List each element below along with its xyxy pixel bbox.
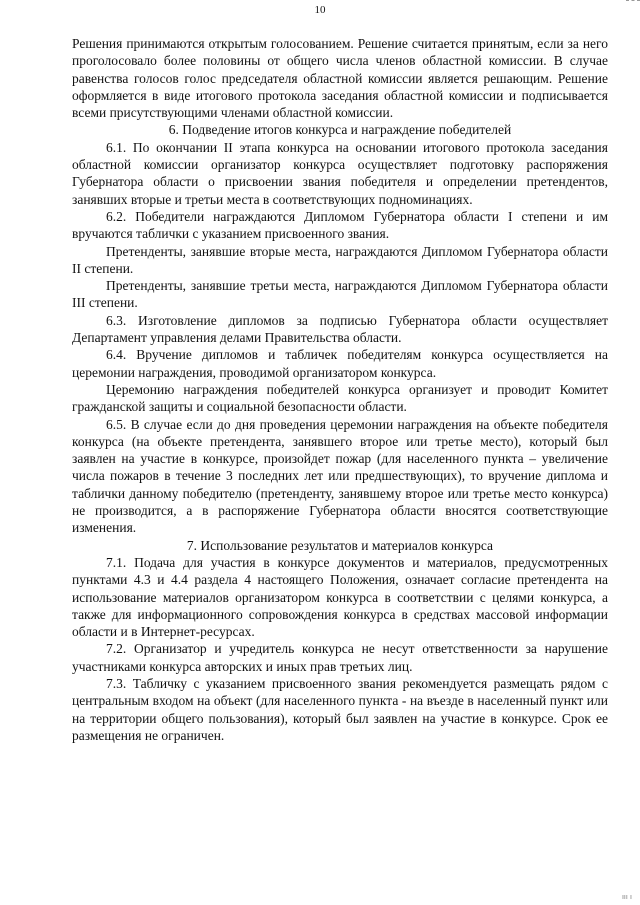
section-7-heading: 7. Использование результатов и материалов конкурса — [186, 537, 494, 553]
paragraph-6-4: 6.4. Вручение дипломов и табличек победителям конкурса осуществляется на церемонии награждения, проводимой организатором конкурса. — [72, 347, 608, 380]
paragraph-7-2: 7.2. Организатор и учредитель конкурса не несут ответственности за нарушение участниками конкурса авторских и иных прав третьих лиц. — [72, 641, 608, 674]
page-number: 10 — [314, 4, 326, 16]
document-body — [72, 35, 608, 744]
paragraph-6-2-third-places: Претенденты, занявшие третьи места, награждаются Дипломом Губернатора области III степени. — [72, 278, 608, 311]
paragraph-6-5: 6.5. В случае если до дня проведения церемонии награждения на объекте победителя конкурса (на объекте претендента, занявшего второе или третье место), который был заявлен на участие в конкурсе, произойдет пожар (для населенного пункта – увеличение числа пожаров в течение 3 последних лет или предшествующих), то вручение диплома и таблички данному победителю (претенденту, занявшему второе или третье место конкурса) не производится, а в распоряжение Губернатора области вносятся соответствующие изменения. — [72, 416, 608, 536]
paragraph-7-1: 7.1. Подача для участия в конкурсе документов и материалов, предусмотренных пунктами 4.3 и 4.4 раздела 4 настоящего Положения, означает согласие претендента на использование материалов организатором конкурса в соответствии с целями конкурса, а также для информационного сопровождения конкурса в средствах массовой информации области и в Интернет-ресурсах. — [72, 554, 608, 640]
paragraph-6-3: 6.3. Изготовление дипломов за подписью Губернатора области осуществляет Департамент управления делами Правительства области. — [72, 312, 608, 346]
paragraph-6-4-ceremony: Церемонию награждения победителей конкурса организует и проводит Комитет гражданской защиты и социальной безопасности области. — [72, 381, 608, 415]
intro-paragraph: Решения принимаются открытым голосованием. Решение считается принятым, если за него проголосовало более половины от общего числа членов областной комиссии. В случае равенства голосов голос председателя областной комиссии является решающим. Решение оформляется в виде итогового протокола заседания областной комиссии и подписывается всеми присутствующими членами областной комиссии. — [72, 36, 608, 121]
paragraph-7-3: 7.3. Табличку с указанием присвоенного звания рекомендуется размещать рядом с центральным входом на объект (для населенного пункта - на въезде в населенный пункт или на территории общего пользования), который был заявлен на участие в конкурсе. Срок ее размещения не ограничен. — [72, 675, 608, 743]
paragraph-6-2: 6.2. Победители награждаются Дипломом Губернатора области I степени и им вручаются таблички с указанием присвоенного звания. — [72, 208, 608, 242]
scan-footer-marks: ııı ı — [621, 893, 632, 901]
paragraph-6-1: 6.1. По окончании II этапа конкурса на основании итогового протокола заседания областной комиссии организатор конкурса осуществляет подготовку распоряжения Губернатора области о присвоении звания победителя и определении претендентов, занявших вторые и третьи места в соответствующих подноминациях. — [72, 139, 608, 207]
section-6-heading: 6. Подведение итогов конкурса и награждение победителей — [168, 122, 512, 138]
paragraph-6-2-second-places: Претенденты, занявшие вторые места, награждаются Дипломом Губернатора области II степени. — [72, 243, 608, 276]
